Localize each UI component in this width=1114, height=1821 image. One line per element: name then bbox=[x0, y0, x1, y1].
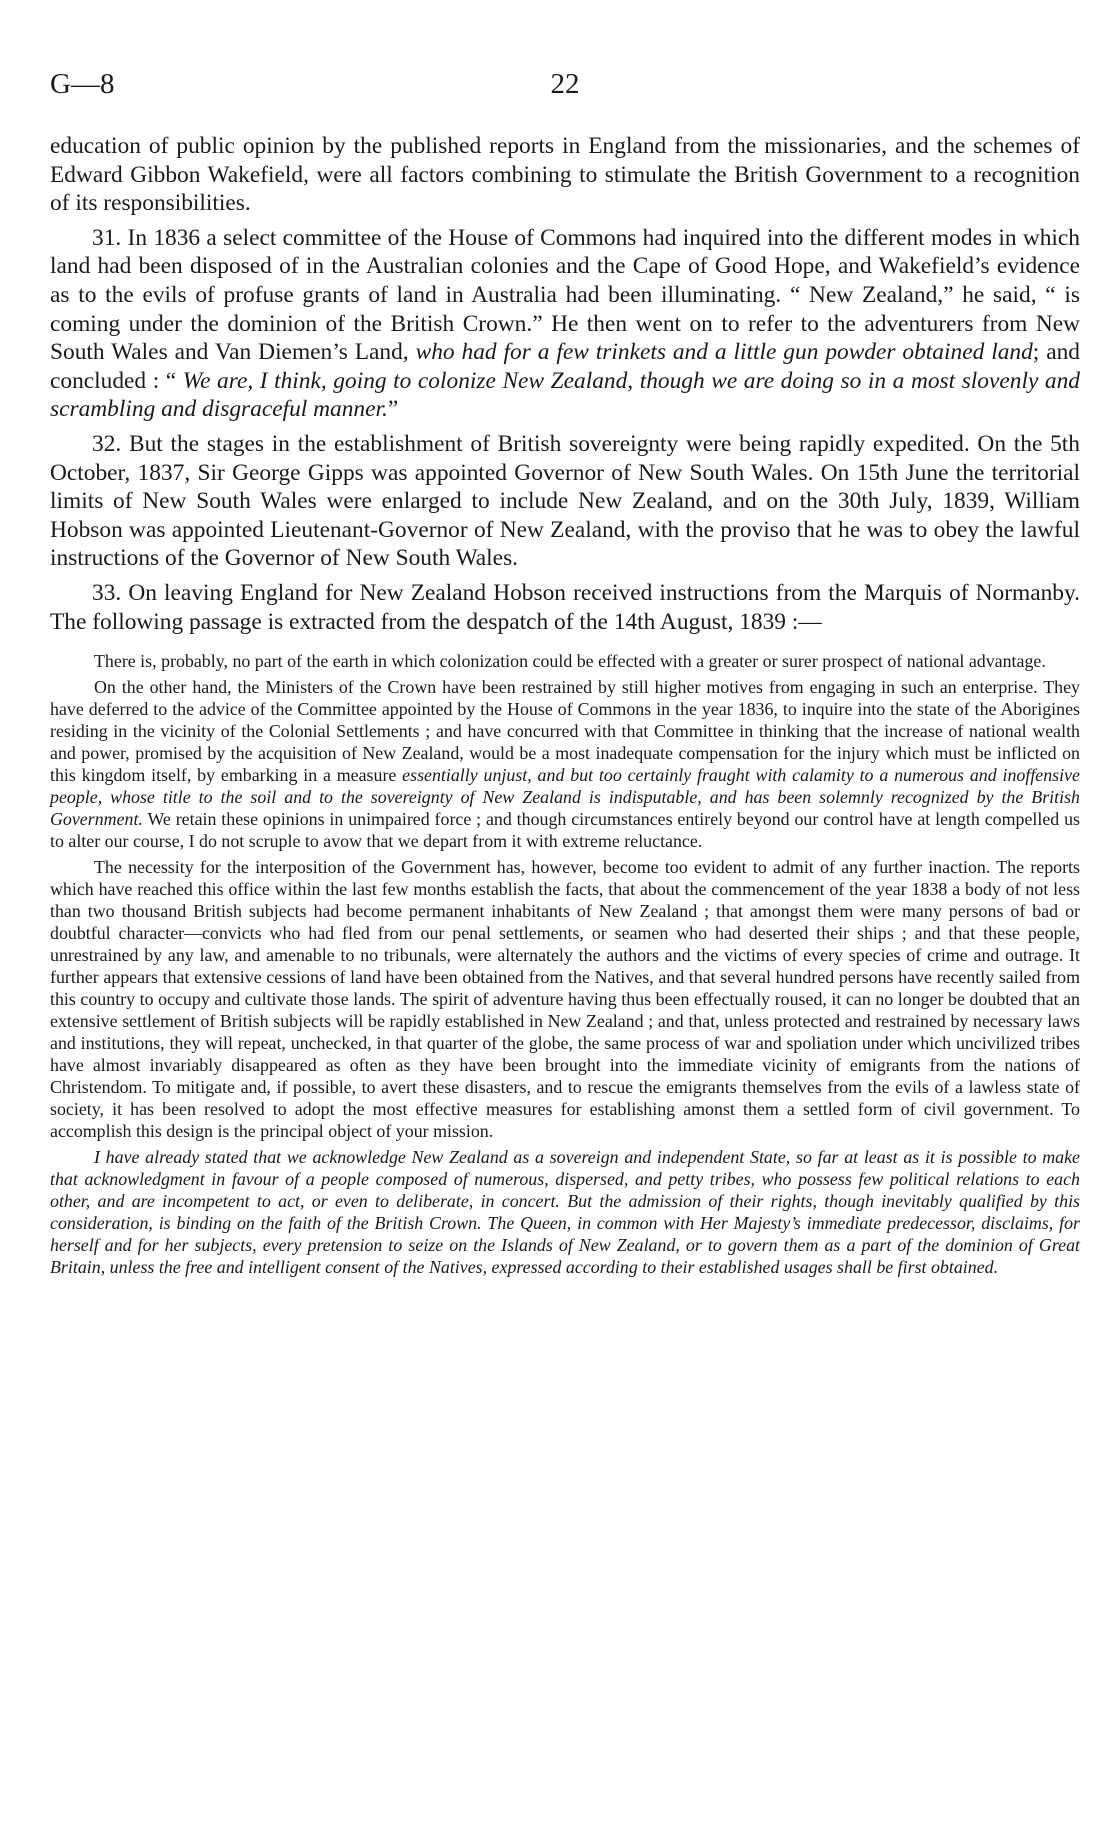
paragraph-31-text: 31. In 1836 a select committee of the House of Commons had inquired into the different modes in which land had been disposed of in the Australian colonies and the Cape of Good Hope, and Wakefield’s evidence as to the evils of profuse grants of land in Australia had been illuminating. “ New Zealand,” he said, “ is coming under the dominion of the British Crown.” He then went on to refer to the adventurers from New South Wales and Van Diemen’s Land, bbox=[50, 224, 1080, 366]
document-page bbox=[50, 68, 1080, 1282]
page-number: 22 bbox=[550, 68, 580, 100]
paragraph-33: 33. On leaving England for New Zealand Hobson received instructions from the Marquis of Normanby. The following passage is extracted from the despatch of the 14th August, 1839 :— bbox=[50, 579, 1080, 635]
quoted-passage-2 bbox=[50, 676, 1080, 852]
paragraph-31-closing-quote: ” bbox=[387, 396, 399, 423]
paragraph-31-text-concluded: ; and concluded : “ bbox=[50, 339, 1080, 394]
document-reference: G—8 bbox=[50, 68, 115, 100]
quoted-passage-4: I have already stated that we acknowledge New Zealand as a sovereign and independent State, so far at least as it is possible to make that acknowledgment in favour of a people composed of numerous, dispersed, and petty tribes, who possess few political relations to each other, and are incompetent to act, or even to deliberate, in concert. But the admission of their rights, though inevitably qualified by this consideration, is binding on the faith of the British Crown. The Queen, in common with Her Majesty’s immediate predecessor, disclaims, for herself and for her subjects, every pretension to seize on the Islands of New Zealand, or to govern them as a part of the dominion of Great Britain, unless the free and intelligent consent of the Natives, expressed according to their established usages shall be first obtained. bbox=[50, 1147, 1080, 1278]
paragraph-31-italic-quote: We are, I think, going to colonize New Zealand, though we are doing so in a most slovenly and scrambling and disgraceful manner. bbox=[50, 367, 1080, 423]
paragraph-31-italic-trinkets: who had for a few trinkets and a little gun powder obtained land bbox=[415, 339, 1033, 366]
page-body bbox=[50, 132, 1080, 1278]
quoted-passage-2-text-end: We retain these opinions in unimpaired force ; and though circumstances entirely beyond our control have at length compelled us to alter our course, I do not scruple to avow that we depart from it with extreme reluctance. bbox=[50, 809, 1080, 852]
page-header bbox=[50, 68, 1080, 108]
quoted-passage-2-italic: essentially unjust, and but too certainly fraught with calamity to a numerous and inoffensive people, whose title to the soil and to the sovereignty of New Zealand is indisputable, and has been solemnly recognized by the British Government. bbox=[50, 765, 1080, 830]
paragraph-32: 32. But the stages in the establishment of British sovereignty were being rapidly expedited. On the 5th October, 1837, Sir George Gipps was appointed Governor of New South Wales. On 15th June the territorial limits of New South Wales were enlarged to include New Zealand, and on the 30th July, 1839, William Hobson was appointed Lieutenant-Governor of New Zealand, with the proviso that he was to obey the lawful instructions of the Governor of New South Wales. bbox=[50, 430, 1080, 572]
quoted-passage-3: The necessity for the interposition of the Government has, however, become too evident to admit of any further inaction. The reports which have reached this office within the last few months establish the facts, that about the commencement of the year 1838 a body of not less than two thousand British subjects had become permanent inhabitants of New Zealand ; that amongst them were many persons of bad or doubtful character—convicts who had fled from our penal settlements, or seamen who had deserted their ships ; and that these people, unrestrained by any law, and amenable to no tribunals, were alternately the authors and the victims of every species of crime and outrage. It further appears that extensive cessions of land have been obtained from the Natives, and that several hundred persons have recently sailed from this country to occupy and cultivate those lands. The spirit of adventure having thus been effectually roused, it can no longer be doubted that an extensive settlement of British subjects will be rapidly established in New Zealand ; and that, unless protected and restrained by necessary laws and institutions, they will repeat, unchecked, in that quarter of the globe, the same process of war and spoliation under which uncivilized tribes have almost invariably disappeared as often as they have been brought into the immediate vicinity of emigrants from the nations of Christendom. To mitigate and, if possible, to avert these disasters, and to rescue the emigrants themselves from the evils of a lawless state of society, it has been resolved to adopt the most effective measures for establishing amonst them a settled form of civil government. To accomplish this design is the principal object of your mission. bbox=[50, 857, 1080, 1142]
paragraph-continuation: education of public opinion by the published reports in England from the missionaries, and the schemes of Edward Gibbon Wakefield, were all factors combining to stimulate the British Government to a recognition of its responsibilities. bbox=[50, 133, 1080, 217]
quoted-passage-1: There is, probably, no part of the earth in which colonization could be effected with a greater or surer prospect of national advantage. bbox=[94, 651, 1046, 672]
quoted-passage-2-text: On the other hand, the Ministers of the Crown have been restrained by still higher motives from engaging in such an enterprise. They have deferred to the advice of the Committee appointed by the House of Commons in the year 1836, to inquire into the state of the Aborigines residing in the vicinity of the Colonial Settlements ; and have concurred with that Committee in thinking that the increase of national wealth and power, promised by the acquisition of New Zealand, would be a most inadequate compensation for the injury which must be inflicted on this kingdom itself, by embarking in a measure bbox=[50, 677, 1080, 786]
paragraph-31 bbox=[50, 224, 1080, 424]
